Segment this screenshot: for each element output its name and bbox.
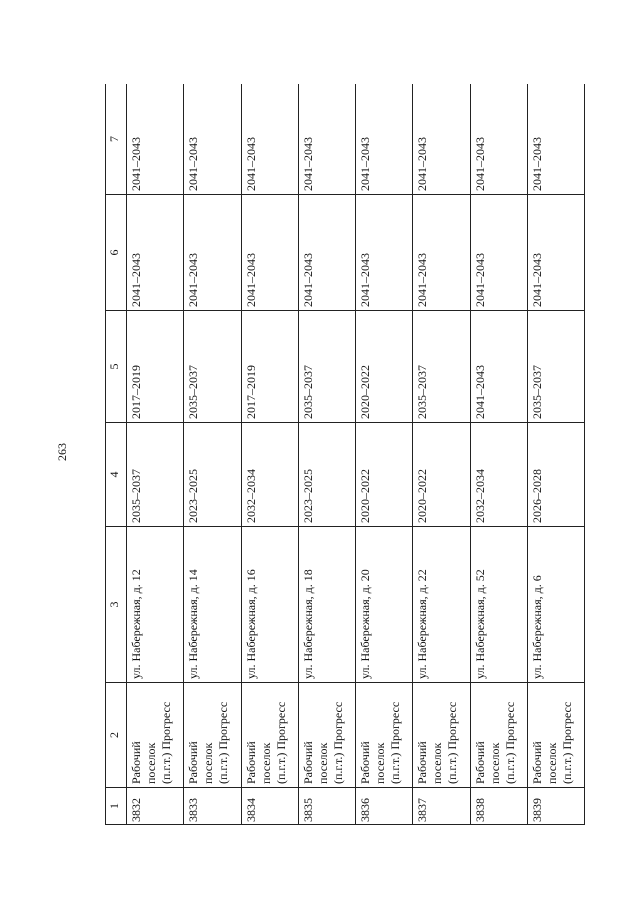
period-cell-4: 2023–2025 [184, 423, 241, 527]
address-cell: ул. Набережная, д. 18 [298, 527, 355, 683]
period-cell-6: 2041–2043 [127, 195, 184, 311]
period-cell-4: 2032–2034 [241, 423, 298, 527]
schedule-table [105, 84, 585, 825]
address-cell: ул. Набережная, д. 22 [413, 527, 470, 683]
settlement-line: (п.г.т.) Прогресс [273, 701, 288, 784]
period-cell-5: 2017–2019 [241, 311, 298, 423]
row-number: 3833 [184, 788, 241, 825]
settlement-line: поселок [144, 742, 158, 784]
period-cell-7: 2041–2043 [413, 84, 470, 195]
column-header-1: 1 [106, 788, 127, 825]
settlement-line: Рабочий [415, 741, 430, 784]
settlement-line: Рабочий [472, 741, 487, 784]
address-cell: ул. Набережная, д. 52 [470, 527, 527, 683]
settlement-cell [184, 683, 241, 788]
settlement-line: поселок [258, 742, 273, 784]
row-number: 3834 [241, 788, 298, 825]
table-row [127, 84, 184, 825]
row-number: 3832 [127, 788, 184, 825]
column-header-3: 3 [106, 527, 127, 683]
period-cell-4: 2020–2022 [413, 423, 470, 527]
period-cell-7: 2041–2043 [184, 84, 241, 195]
settlement-line: Рабочий [186, 741, 201, 784]
period-cell-5: 2017–2019 [127, 311, 184, 423]
settlement-cell [413, 683, 470, 788]
period-cell-4: 2032–2034 [470, 423, 527, 527]
period-cell-7: 2041–2043 [527, 84, 584, 195]
period-cell-6: 2041–2043 [356, 195, 413, 311]
settlement-line: Рабочий [300, 741, 315, 784]
period-cell-4: 2035–2037 [127, 423, 184, 527]
table-row [184, 84, 241, 825]
row-number: 3836 [356, 788, 413, 825]
rotated-table-frame [105, 84, 585, 825]
period-cell-6: 2041–2043 [241, 195, 298, 311]
table-row [298, 84, 355, 825]
address-cell: ул. Набережная, д. 20 [356, 527, 413, 683]
period-cell-4: 2020–2022 [356, 423, 413, 527]
page-number: 263 [55, 443, 69, 461]
period-cell-7: 2041–2043 [470, 84, 527, 195]
period-cell-6: 2041–2043 [527, 195, 584, 311]
header-row [106, 84, 127, 825]
settlement-line: поселок [544, 742, 559, 784]
period-cell-6: 2041–2043 [413, 195, 470, 311]
settlement-line: (п.г.т.) Прогресс [559, 701, 574, 784]
period-cell-6: 2041–2043 [184, 195, 241, 311]
settlement-line: поселок [430, 742, 445, 784]
row-number: 3837 [413, 788, 470, 825]
row-number: 3839 [527, 788, 584, 825]
row-number: 3838 [470, 788, 527, 825]
period-cell-6: 2041–2043 [470, 195, 527, 311]
column-header-2: 2 [106, 683, 127, 788]
settlement-line: (п.г.т.) Прогресс [159, 701, 173, 784]
period-cell-5: 2020–2022 [356, 311, 413, 423]
table-row [413, 84, 470, 825]
settlement-line: (п.г.т.) Прогресс [216, 701, 231, 784]
period-cell-7: 2041–2043 [356, 84, 413, 195]
address-cell: ул. Набережная, д. 6 [527, 527, 584, 683]
settlement-line: (п.г.т.) Прогресс [330, 701, 345, 784]
settlement-cell [127, 683, 184, 788]
settlement-cell [527, 683, 584, 788]
address-cell: ул. Набережная, д. 14 [184, 527, 241, 683]
settlement-line: Рабочий [129, 741, 143, 784]
address-cell: ул. Набережная, д. 16 [241, 527, 298, 683]
settlement-line: Рабочий [243, 741, 258, 784]
column-header-7: 7 [106, 84, 127, 195]
period-cell-4: 2023–2025 [298, 423, 355, 527]
column-header-6: 6 [106, 195, 127, 311]
column-header-4: 4 [106, 423, 127, 527]
period-cell-7: 2041–2043 [298, 84, 355, 195]
settlement-line: Рабочий [358, 741, 372, 784]
address-cell: ул. Набережная, д. 12 [127, 527, 184, 683]
period-cell-7: 2041–2043 [241, 84, 298, 195]
table-row [356, 84, 413, 825]
settlement-line: поселок [201, 742, 216, 784]
settlement-line: поселок [487, 742, 502, 784]
period-cell-5: 2041–2043 [470, 311, 527, 423]
period-cell-7: 2041–2043 [127, 84, 184, 195]
settlement-cell [356, 683, 413, 788]
settlement-line: поселок [373, 742, 387, 784]
settlement-cell [470, 683, 527, 788]
table-row [241, 84, 298, 825]
period-cell-5: 2035–2037 [413, 311, 470, 423]
settlement-line: поселок [315, 742, 330, 784]
settlement-line: (п.г.т.) Прогресс [502, 701, 517, 784]
period-cell-5: 2035–2037 [184, 311, 241, 423]
period-cell-6: 2041–2043 [298, 195, 355, 311]
table-row [470, 84, 527, 825]
period-cell-5: 2035–2037 [527, 311, 584, 423]
row-number: 3835 [298, 788, 355, 825]
settlement-line: Рабочий [529, 741, 544, 784]
settlement-cell [298, 683, 355, 788]
table-row [527, 84, 584, 825]
period-cell-5: 2035–2037 [298, 311, 355, 423]
period-cell-4: 2026–2028 [527, 423, 584, 527]
schedule-table-container [105, 84, 585, 825]
settlement-line: (п.г.т.) Прогресс [388, 701, 402, 784]
column-header-5: 5 [106, 311, 127, 423]
settlement-cell [241, 683, 298, 788]
settlement-line: (п.г.т.) Прогресс [445, 701, 460, 784]
